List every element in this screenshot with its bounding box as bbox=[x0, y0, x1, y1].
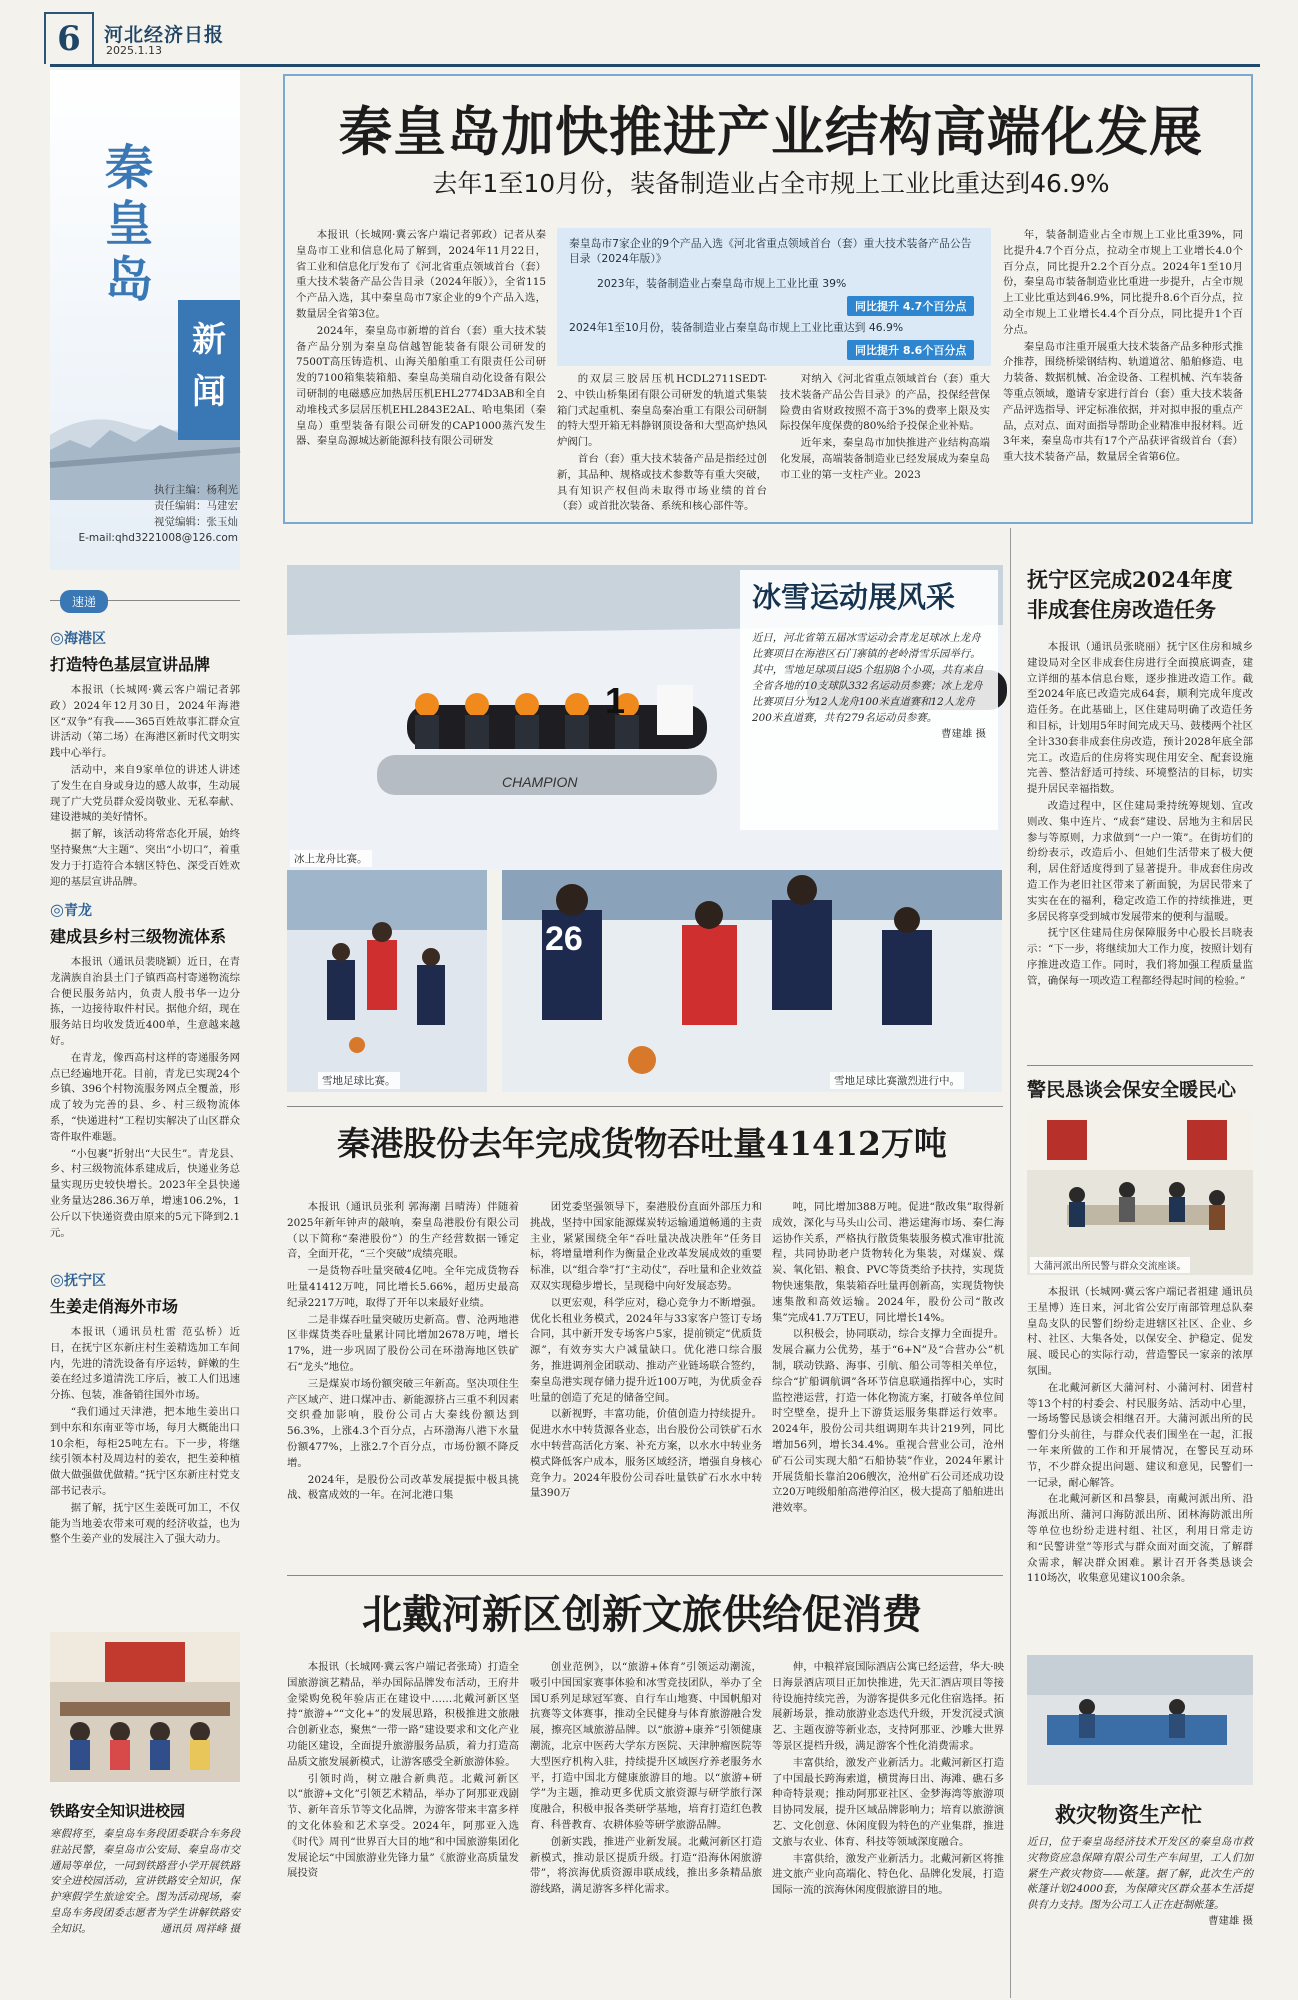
paragraph: 2024年，是股份公司改革发展提振中极具挑战、极富成效的一年。在河北港口集 bbox=[287, 1473, 519, 1502]
paragraph: 在北戴河新区和昌黎县，南戴河派出所、沿海派出所、蒲河口海防派出所、团林海防派出所等单位也纷纷走进村组、社区，利用日常走访和“民警讲堂”等形式与群众面对面交流，了解群众需求，解决群众困难。累计召开各类恳谈会110场次，收集意见建议100余条。 bbox=[1027, 1493, 1253, 1585]
lead-column-2 bbox=[557, 372, 767, 522]
paragraph: 活动中，来自9家单位的讲述人讲述了发生在自身或身边的感人故事，生动展现了广大党员群众爱岗敬业、无私奉献、建设港城的美好情怀。 bbox=[50, 763, 240, 824]
paragraph: 在北戴河新区大蒲河村、小蒲河村、团营村等13个村的村委会、村民服务站、活动中心里，一场场警民恳谈会相继召开。大蒲河派出所的民警们分头前往，与群众代表们围坐在一起，汇报一年来所做的工作和开展情况，在警民互动环节，不少群众提出问题、建议和意见，民警们一一记录，耐心解答。 bbox=[1027, 1381, 1253, 1489]
relief-headline: 救灾物资生产忙 bbox=[1055, 1802, 1202, 1827]
paragraph: 抚宁区住建局住房保障服务中心股长吕晓表示：“下一步，将继续加大工作力度，按照计划有序推进改造工作。同时，我们将加强工程质量监管，确保每一项改造工程都经得起时间的检验。” bbox=[1027, 927, 1253, 987]
paragraph: 改造过程中，区住建局秉持统筹规划、宜改则改、集中连片、“成套”建设、居地为主和居民参与等原则，力求做到“一户一策”。在街坊们的纷纷表示，改造后小、但她们生活带来了极大便利，居住舒适度得到了显著提升。非成套住房改造工作为老旧社区带来了新面貌，为居民带来了实实在在的福利，稳定改造工作的持续推进，更多居民将享受到城市发展带来的便利与温暖。 bbox=[1027, 799, 1253, 923]
editor-credits bbox=[70, 482, 238, 546]
brief-place: ◎抚宁区 bbox=[50, 1270, 106, 1289]
location-icon: ◎ bbox=[50, 628, 64, 647]
school-safety-photo bbox=[50, 1632, 240, 1782]
paragraph: 本报讯（长城网·冀云客户端记者祖建 通讯员王星博）连日来，河北省公安厅南部管理总队秦皇岛支队的民警们纷纷走进辖区社区、企业、乡村、社区、大集各处，以保安全、护稳定、促发展、暖民心的实际行动，营造警民一家亲的浓厚氛围。 bbox=[1027, 1286, 1253, 1377]
caption-text: 近日，位于秦皇岛经济技术开发区的秦皇岛市救灾物资应急保障有限公司生产车间里，工人们加紧生产救灾物资——帐篷。据了解，此次生产的帐篷计划24000套，为保障灾区群众基本生活提供有力支持。图为公司工人正在赶制帐篷。 bbox=[1027, 1836, 1253, 1912]
brief-place: ◎青龙 bbox=[50, 900, 92, 919]
factory-illustration bbox=[1027, 1655, 1253, 1785]
classroom-illustration bbox=[50, 1632, 240, 1782]
paragraph: 本报讯（通讯员张晓丽）抚宁区住房和城乡建设局对全区非成套住房进行全面摸底调查，建立详细的基本信息台账，逐步推进改造工作。截至2024年底已改造完成64套，顺利完成年度改造任务。在此基础上，区住建局明确了改造任务和目标，计划用5年时间完成天马、鼓楼两个社区全计330套非成套住房改造，预计2028年底全部完工。改造后的住房将实现住用安全、配套设施完善、整洁舒适可持续、环境整洁的目标，切实提升居民幸福指数。 bbox=[1027, 641, 1253, 796]
photo-caption: 冰上龙舟比赛。 bbox=[290, 850, 372, 867]
masthead-rule bbox=[50, 64, 1260, 67]
paragraph: 据了解，抚宁区生姜既可加工，不仅能为当地姜农带来可观的经济收益，也为整个生姜产业的发展注入了强大动力。 bbox=[50, 1501, 240, 1546]
paragraph: 创业范例》，以“旅游+体育”引领运动潮流，吸引中国国家赛事体验和冰雪竞技团队，举办了全国U系列足球冠军赛、自行车山地赛、中国帆船对抗赛等文体赛事，推动全民健身与体育旅游融合发展，擦亮区域旅游品牌。以“旅游+康养”引领健康潮流，北京中医药大学东方医院、天津肿瘤医院等大型医疗机构入驻，持续提升区域医疗养老服务水平，打造中国北方健康旅游目的地。以“旅游+研学”为主题，推动更多优质文旅资源与研学旅行深度融合，积极申报各类研学基地，培育打造红色教育、科普教育、农耕体验等研学旅游品牌。 bbox=[530, 1661, 762, 1831]
port-column-1 bbox=[287, 1200, 519, 1570]
info-tag-2: 同比提升 8.6个百分点 bbox=[847, 340, 974, 360]
info-line-1: 秦皇岛市7家企业的9个产品入选《河北省重点领域首台（套）重大技术装备产品公告目录（2024年版）》 bbox=[569, 237, 972, 265]
snow-football-action bbox=[502, 870, 1002, 1092]
tourism-column-3 bbox=[772, 1660, 1004, 1995]
photo-caption: 雪地足球比赛激烈进行中。 bbox=[830, 1072, 964, 1089]
paragraph: 的双层三胶居压机HCDL2711SEDT-2、中铁山桥集团有限公司研发的轨道式集装箱门式起重机、秦皇岛秦冶重工有限公司研制的特大型开箱无料静钢顶设备和大型高炉热风炉阀门。 bbox=[557, 373, 767, 449]
paragraph: 团党委坚强领导下，秦港股份直面外部压力和挑战，坚持中国家能源煤炭转运输通道畅通的主责主业，紧紧围绕全年“吞吐量决战决胜年”任务目标，将增量增利作为衡量企业改革发展成效的重要标准，以“组合拳”打“主动仗”，吞吐量和企业效益双双实现稳步增长，呈现稳中向好发展态势。 bbox=[530, 1201, 762, 1292]
brief-title: 建成县乡村三级物流体系 bbox=[50, 927, 227, 946]
snow-football-photo-2 bbox=[502, 870, 1002, 1092]
paragraph: 2024年，秦皇岛市新增的首台（套）重大技术装备产品分别为秦皇岛信越智能装备有限公司研发的7500T高压铸造机、山海关船舶重工有限责任公司研发的7100箱集装箱船、秦皇岛美瑞自动化设备有限公司研制的电磁感应加热居压机EHL2774D3AB和全自动堆栈式多层居压机EHL2843E2AL、哈电集团（秦皇岛）重型装备有限公司研发的CAP1000蒸汽发生器、秦皇岛源城达新能源科技有限公司研发 bbox=[296, 324, 546, 448]
divider bbox=[287, 1575, 1003, 1576]
port-headline: 秦港股份去年完成货物吞吐量41412万吨 bbox=[337, 1124, 947, 1163]
info-tag-1: 同比提升 4.7个百分点 bbox=[847, 296, 974, 316]
paragraph: 创新实践，推进产业新发展。北戴河新区打造新模式，推动景区提质升级。打造“沿海休闲旅游带”，将滨海优质资源串联成线，推出多条精品旅游线路，满足游客多样化需求。 bbox=[530, 1835, 762, 1896]
paper-name: 河北经济日报 bbox=[104, 24, 225, 46]
info-line-2: 2023年，装备制造业占秦皇岛市规上工业比重 39% bbox=[597, 277, 847, 290]
brief-funing bbox=[50, 1270, 240, 1651]
photo-caption: 大蒲河派出所民警与群众交流座谈。 bbox=[1030, 1257, 1190, 1273]
paragraph: 首台（套）重大技术装备产品是指经过创新，其品种、规格或技术参数等有重大突破，具有知识产权但尚未取得市场业绩的首台（套）或首批次装备、系统和核心部件等。 bbox=[557, 452, 767, 513]
paragraph: 本报讯（通讯员杜雷 范弘桥）近日，在抚宁区东新庄村生姜精选加工车间内，先进的清洗设备有序运转，鲜嫩的生姜在经过多道清洗工序后，被工人们迅速分拣、包装，准备销往国外市场。 bbox=[50, 1326, 240, 1402]
lead-column-1 bbox=[296, 228, 546, 518]
paragraph: “我们通过天津港，把本地生姜出口到中东和东南亚等市场，每月大概能出口10余柜，每柜25吨左右。下一步，将继续引领本村及周边村的姜农，把生姜种植做大做强做优做精。”抚宁区东新庄村党支部书记表示。 bbox=[50, 1405, 240, 1497]
paragraph: 伸，中粮祥宸国际酒店公寓已经运营，华大·映日海景酒店项目正加快推进，先天汇酒店项目等接待设施持续完善，为游客提供多元化住宿选择。拓展新场景，推动旅游业态迭代升级，开发沉浸式演艺、主题夜游等新业态，支持阿那亚、沙雕大世界等景区提档升级，满足游客个性化消费需求。 bbox=[772, 1661, 1004, 1752]
info-line-3: 2024年1至10月份，装备制造业占秦皇岛市规上工业比重达到 46.9% bbox=[569, 321, 904, 334]
housing-body bbox=[1027, 640, 1253, 1060]
issue-date: 2025.1.13 bbox=[106, 44, 162, 57]
lead-column-3 bbox=[780, 372, 990, 522]
credit-line: 视觉编辑：张玉灿 bbox=[154, 516, 238, 528]
port-column-2 bbox=[530, 1200, 762, 1570]
divider bbox=[287, 1106, 1003, 1107]
paragraph: 吨，同比增加388万吨。促进“散改集”取得新成效，深化与马头山公司、港运建海市场、秦仁海运协作关系，严格执行散货集装服务模式准审批流程，共同协助老户货物转化为集装，对煤炭、煤炭、氧化铝、粮食、PVC等货类给予扶持，实现货物快速集散，集装箱吞吐量再创新高，实现货物快速集散和高效运输。2024年，股份公司“散改集”完成41.7万TEU，同比增长14%。 bbox=[772, 1201, 1004, 1324]
paragraph: 以更宏观，科学应对，稳心竞争力不断增强。优化长租业务模式，2024年与33家客户签订专场合同，其中新开发专场客户5家，提前锁定“优质货源”，有效夯实大户减量缺口。优化港口综合服务，推进调剂金团联动、推动产业链场联合签约，秦皇岛港实现存储力提升近100万吨，为优质金吞吐量的创造了充足的储备空间。 bbox=[530, 1296, 762, 1404]
police-body bbox=[1027, 1285, 1253, 1645]
paragraph: 本报讯（通讯员张利 郭海潮 吕晴涛）伴随着2025年新年钟声的敲响，秦皇岛港股份有限公司（以下简称“秦港股份”）的生产经营数据一锤定音，全面开花，“三个突破”成绩亮眼。 bbox=[287, 1201, 519, 1261]
page-number: 6 bbox=[44, 12, 94, 64]
location-icon: ◎ bbox=[50, 1270, 64, 1289]
housing-headline: 抚宁区完成2024年度非成套住房改造任务 bbox=[1027, 567, 1233, 622]
divider bbox=[1027, 1065, 1253, 1066]
snow-football-illustration bbox=[287, 870, 487, 1092]
caption-text: 寒假将至，秦皇岛车务段团委联合车务段驻站民警，秦皇岛市公安局、秦皇岛市交通局等单位，一同到铁路营小学开展铁路安全进校园活动，宣讲铁路安全知识，保护寒假学生旅途安全。图为活动现场，秦皇岛车务段团委志愿者为学生讲解铁路安全知识。 bbox=[50, 1828, 240, 1935]
paragraph: 丰富供给，激发产业新活力。北戴河新区将推进文旅产业向高端化、特色化、品牌化发展，打造国际一流的滨海休闲度假旅游目的地。 bbox=[772, 1852, 1004, 1897]
relief-factory-photo bbox=[1027, 1655, 1253, 1785]
paragraph: 近年来，秦皇岛市加快推进产业结构高端化发展，高端装备制造业已经发展成为秦皇岛市工业的第一支柱产业。2023 bbox=[780, 437, 990, 481]
paragraph: 引领时尚，树立融合新典范。北戴河新区以“旅游+文化”引领艺术精品，举办了阿那亚戏剧节、新年音乐节等文化品牌，为游客带来丰富多样的文化体验和艺术享受。2024年，阿那亚入选《时代》周刊“世界百大目的地”和中国旅游集团化发展论坛“中国旅游业先锋力量”《旅游业高质量发展投资 bbox=[287, 1772, 519, 1880]
location-icon: ◎ bbox=[50, 900, 64, 919]
brief-haigang bbox=[50, 628, 240, 888]
brief-body bbox=[50, 683, 240, 888]
section-news-box: 新闻 bbox=[178, 300, 240, 440]
meeting-illustration bbox=[1027, 1110, 1253, 1275]
paragraph: 本报讯（长城网·冀云客户端记者张琦）打造全国旅游演艺精品，举办国际品牌发布活动，王府井金梁购免税年验店正在建设中……北戴河新区坚持“旅游+”“文化+”的发展思路，积极推进文旅融合创新业态，聚焦“一带一路”建设要求和文化产业功能区建设，全面提升旅游服务品质，着力打造高品质文旅发展新模式，让游客感受全新旅游体验。 bbox=[287, 1661, 519, 1768]
police-meeting-photo bbox=[1027, 1110, 1253, 1275]
tourism-column-1 bbox=[287, 1660, 519, 1995]
brief-place: ◎海港区 bbox=[50, 628, 106, 647]
section-city-title: 秦皇岛 bbox=[105, 140, 154, 308]
paragraph: 在青龙，像西高村这样的寄递服务网点已经遍地开花。目前，青龙已实现24个乡镇、396个村物流服务网点全覆盖，形成了较为完善的县、乡、村三级物流体系，“快递进村”工程切实解决了山区群众寄件取件难题。 bbox=[50, 1051, 240, 1143]
school-safety-caption bbox=[50, 1827, 240, 1947]
relief-caption bbox=[1027, 1835, 1253, 1995]
paragraph: 以新视野，丰富功能，价值创造力持续提升。促进水水中转货源各业态，出台股份公司铁矿石水水中转营高活化方案、补充方案，以水水中转业务模式降低客户成本，服务区域经济，增强自身核心竞争力。2024年股份公司吞吐量铁矿石水水中转量390万 bbox=[530, 1408, 762, 1500]
brief-body bbox=[50, 955, 240, 1263]
photo-caption: 雪地足球比赛。 bbox=[318, 1072, 400, 1089]
snow-football-photo-1 bbox=[287, 870, 487, 1092]
credit-line: 执行主编：杨利光 bbox=[154, 484, 238, 496]
tourism-headline: 北戴河新区创新文旅供给促消费 bbox=[362, 1591, 922, 1638]
brief-qinglong bbox=[50, 900, 240, 1263]
photo-credit: 曹建雄 摄 bbox=[1208, 1914, 1253, 1927]
paragraph: 本报讯（通讯员裴晓颖）近日，在青龙满族自治县土门子镇西高村寄递物流综合便民服务站内，负责人殷书华一边分拣，一边接待取件村民。据他介绍，现在服务站日均收发货近400单，生意越来越好。 bbox=[50, 956, 240, 1047]
credit-line: 责任编辑：马建宏 bbox=[154, 500, 238, 512]
paragraph: 二是非煤吞吐量突破历史新高。曹、沧两地港区非煤货类吞吐量累计同比增加2678万吨，增长17%，进一步巩固了股份公司在环渤海地区铁矿石“龙头”地位。 bbox=[287, 1313, 519, 1373]
paragraph: 据了解，该活动将常态化开展，始终坚持聚焦“大主题”、突出“小切口”，着重发力于打造符合本辖区特色、深受百姓欢迎的基层宣讲品牌。 bbox=[50, 828, 240, 888]
paragraph: 丰富供给，激发产业新活力。北戴河新区打造了中国最长跨海索道，横贯海日出、海滩、礁石多种奇特景观；推动阿那亚社区、金梦海湾等旅游项目协同发展，提升区域品牌影响力；培育以旅游演艺、文化创意、休闲度假为特色的产业集群，推进文旅与农业、体育、科技等领域深度融合。 bbox=[772, 1756, 1004, 1848]
paragraph: 以积极会，协同联动，综合支撑力全面提升。发展合赢力公优势，基于“6+N”及“合营办公”机制，联动铁路、海事、引航、船公司等相关单位，综合“扩船调航调”各环节信息联通指挥中心，实时监控港运营，打造一体化物流方案，打破各单位间时空壁垒，提升上下游货运服务集群运行效率。2024年，股份公司共组调期车共计219列，同比增加56列，增长34.4%。重视合营业公司，沧州矿石公司实现大船“石船协装”作业，2024年累计开展货船长靠泊206艘次，沧州矿石公司还成功设立20万吨级船舶高港停泊区，极大提高了船舶进出港效率。 bbox=[772, 1328, 1004, 1515]
lead-infographic bbox=[557, 228, 991, 366]
paragraph: 对纳入《河北省重点领域首台（套）重大技术装备产品公告目录》的产品，投保经营保险费由省财政按照不高于3%的费率上限及实际投保年度保费的80%给予投保企业补贴。 bbox=[780, 373, 990, 433]
police-headline: 警民恳谈会保安全暖民心 bbox=[1027, 1079, 1237, 1101]
lead-headline: 秦皇岛加快推进产业结构高端化发展 bbox=[339, 101, 1203, 163]
snow-headline: 冰雪运动展风采 bbox=[752, 580, 956, 614]
brief-title: 生姜走俏海外市场 bbox=[50, 1297, 179, 1316]
school-safety-title: 铁路安全知识进校园 bbox=[50, 1802, 186, 1820]
brief-title: 打造特色基层宣讲品牌 bbox=[50, 655, 211, 674]
photo-credit: 通讯员 周祥峰 摄 bbox=[160, 1922, 240, 1935]
paragraph: 秦皇岛市注重开展重大技术装备产品多种形式推介推荐，围绕桥梁钢结构、轨道道岔、船舶修造、电力装备、数据机械、冶金设备、工程机械、汽车装备等重点领域，邀请专家进行首台（套）重大技术装备产品评选指导、评定标准依据，并对拟申报的重点产品，点对点、面对面指导帮助企业精准申报材料。近3年来，秦皇岛市共有17个产品获评省级首台（套）重大技术装备产品，数量居全省第6位。 bbox=[1003, 340, 1243, 464]
snow-caption bbox=[752, 630, 986, 742]
caption-text: 近日，河北省第五届冰雪运动会青龙足球冰上龙舟比赛项目在海港区石门寨镇的老岭滑雪乐园举行。其中，雪地足球项目设5个组别8个小项，共有来自全省各地的10支球队332名运动员参赛；冰上龙舟比赛项目分为12人龙舟100米直道赛和12人龙舟200米直道赛，共有279名运动员参赛。 bbox=[752, 632, 984, 724]
paragraph: 一是货物吞吐量突破4亿吨。全年完成货物吞吐量41412万吨，同比增长5.66%，超历史最高纪录2217万吨，取得了开年以来最好业绩。 bbox=[287, 1265, 519, 1309]
paragraph: 三是煤炭市场份额突破三年新高。坚决项住生产区域产、进口煤冲击、新能源挤占三重不利因素交织叠加影响，股份公司占大秦线份额达到56.3%，上涨4.3个百分点，占环渤海八港下水量份额477%，上涨2.7个百分点，市场份额不降反增。 bbox=[287, 1377, 519, 1469]
paragraph: 年，装备制造业占全市规上工业比重39%，同比提升4.7个百分点，拉动全市规上工业增长4.0个百分点，同比提升2.2个百分点。2024年1至10月份，秦皇岛市装备制造业比重进一步提升，占全市规上工业比重达到46.9%，同比提升8.6个百分点，拉动全市规上工业增长4.4个百分点，同比提升1个百分点。 bbox=[1003, 229, 1243, 336]
photo-credit: 曹建雄 摄 bbox=[941, 728, 986, 740]
credit-line: E-mail:qhd3221008@126.com bbox=[78, 532, 238, 544]
boat-number: 1 bbox=[605, 680, 626, 721]
brief-body bbox=[50, 1325, 240, 1651]
svg-text:CHAMPION: CHAMPION bbox=[502, 774, 578, 790]
lead-column-4 bbox=[1003, 228, 1243, 520]
school-safety-story bbox=[50, 1800, 240, 1947]
paragraph: “小包裹”折射出“大民生”。青龙县、乡、村三级物流体系建成后，快递业务总量实现历史较快增长。2023年全县快递业务量达286.36万单，增速106.2%，1公斤以下快递资费由原来的5元下降到2.1元。 bbox=[50, 1147, 240, 1239]
jersey-number: 26 bbox=[545, 920, 583, 958]
column-divider bbox=[1010, 528, 1011, 1998]
tourism-column-2 bbox=[530, 1660, 762, 1995]
paragraph: 本报讯（长城网·冀云客户端记者郭政）记者从秦皇岛市工业和信息化局了解到，2024年11月22日，省工业和信息化厅发布了《河北省重点领域首台（套）重大技术装备产品公告目录（2024年版）》，全省115个产品入选，其中秦皇岛市7家企业的9个产品入选，数量居全省第3位。 bbox=[296, 229, 546, 320]
express-label: 速递 bbox=[60, 590, 108, 613]
port-column-3 bbox=[772, 1200, 1004, 1570]
lead-subheadline: 去年1至10月份，装备制造业占全市规上工业比重达到46.9% bbox=[432, 169, 1110, 198]
paragraph: 本报讯（长城网·冀云客户端记者郭政）2024年12月30日，2024年海港区“双争”有我——365百姓故事汇群众宣讲活动（第二场）在海港区新时代文明实践中心举行。 bbox=[50, 684, 240, 760]
